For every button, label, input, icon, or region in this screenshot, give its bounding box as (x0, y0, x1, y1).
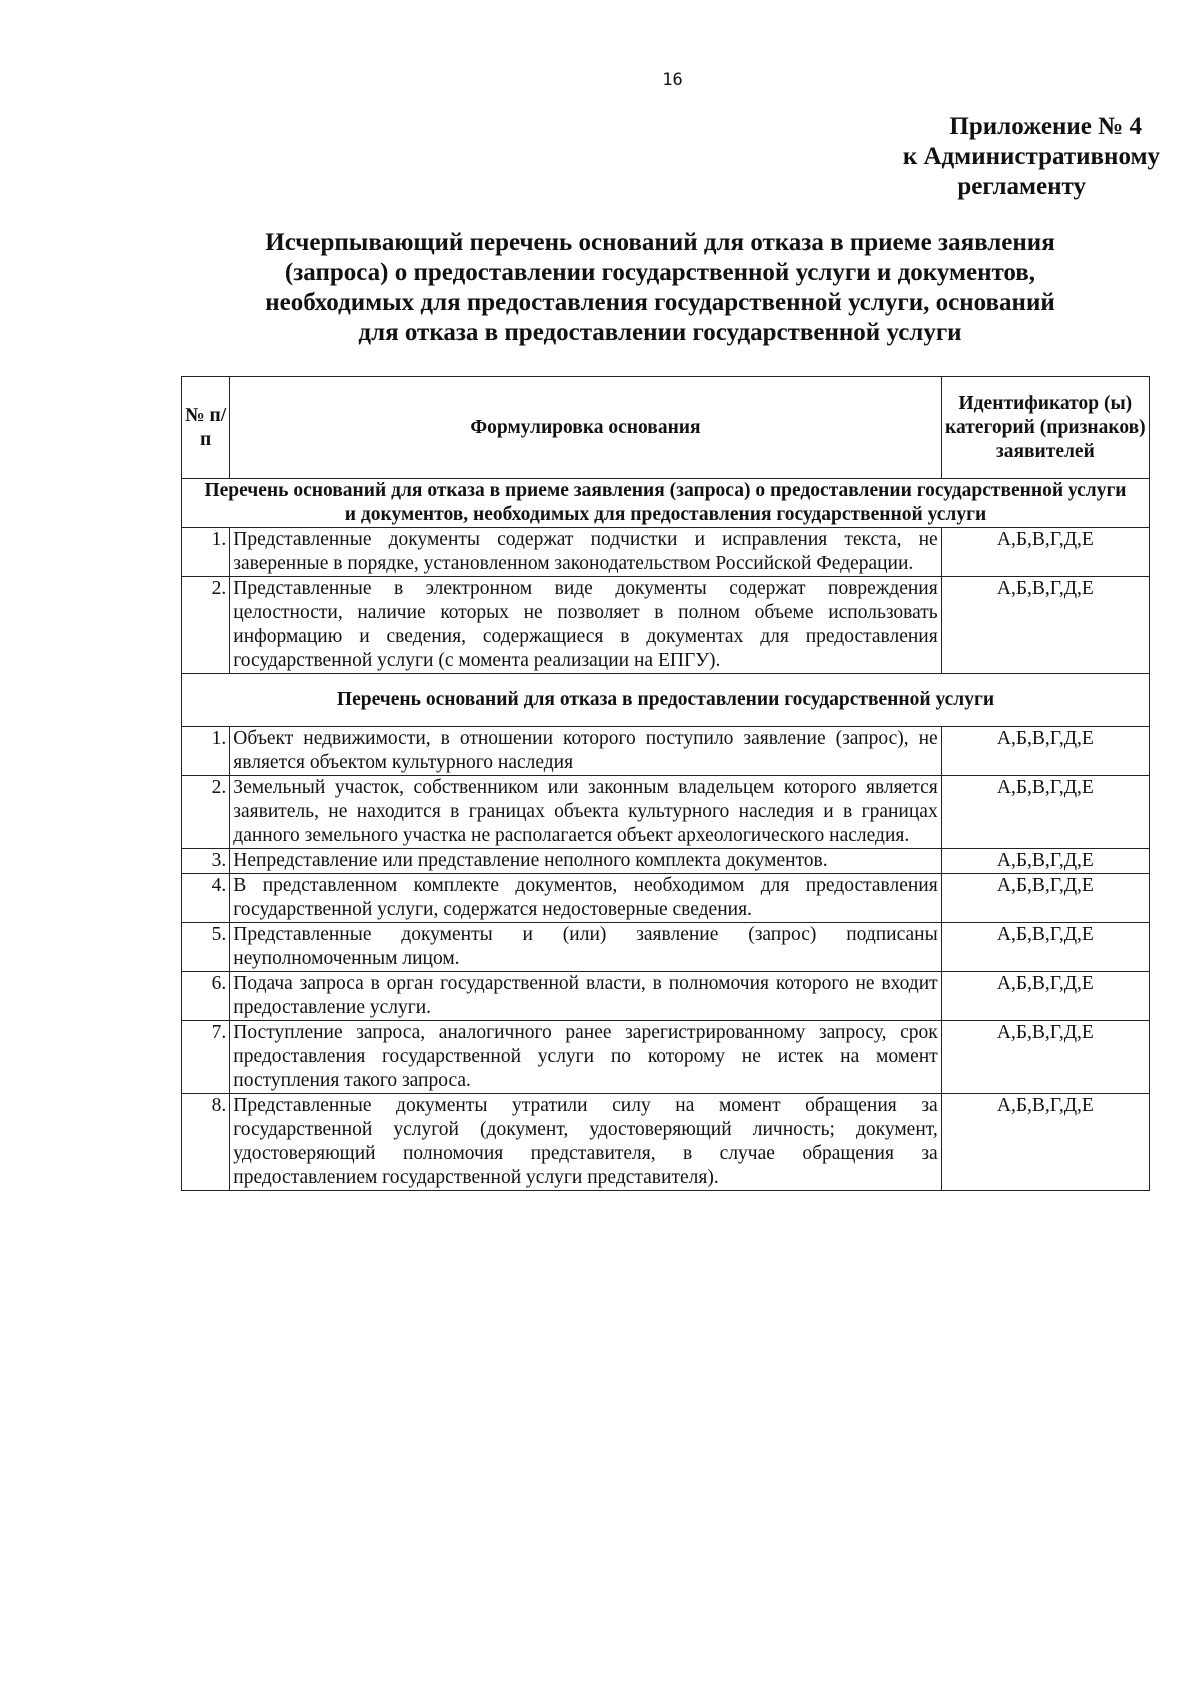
table-row (182, 972, 1150, 1021)
row-number: 1. (182, 528, 230, 577)
row-identifiers: А,Б,В,Г,Д,Е (941, 1094, 1149, 1191)
title-line: (запроса) о предоставлении государственной услуги и документов, (284, 259, 1036, 286)
section-row (182, 479, 1150, 528)
reasons-table (181, 376, 1150, 1191)
row-wording: Представленные документы содержат подчистки и исправления текста, не заверенные в порядке, установленном законодательством Российской Федерации. (230, 528, 941, 577)
header-wording: Формулировка основания (230, 377, 941, 479)
appendix-heading (700, 112, 1160, 202)
row-wording: Представленные документы утратили силу на момент обращения за государственной услугой (документ, удостоверяющий личность; документ, удостоверяющий полномочия представителя, в случае обращения за предоставлением государственной услуги представителя). (230, 1094, 941, 1191)
row-number: 3. (182, 849, 230, 874)
page-number: 16 (662, 70, 683, 90)
table-row (182, 727, 1150, 776)
row-number: 8. (182, 1094, 230, 1191)
row-wording: В представленном комплекте документов, необходимом для предоставления государственной услуги, содержатся недостоверные сведения. (230, 874, 941, 923)
row-number: 2. (182, 577, 230, 674)
appendix-line: регламенту (957, 173, 1086, 200)
row-identifiers: А,Б,В,Г,Д,Е (941, 874, 1149, 923)
table-row (182, 1021, 1150, 1094)
appendix-line: к Административному (902, 143, 1160, 170)
header-identifiers: Идентификатор (ы) категорий (признаков) заявителей (941, 377, 1149, 479)
row-number: 7. (182, 1021, 230, 1094)
header-number: № п/п (182, 377, 230, 479)
table-row (182, 776, 1150, 849)
row-wording: Подача запроса в орган государственной власти, в полномочия которого не входит предоставление услуги. (230, 972, 941, 1021)
row-identifiers: А,Б,В,Г,Д,Е (941, 1021, 1149, 1094)
table-row (182, 849, 1150, 874)
title-line: для отказа в предоставлении государственной услуги (358, 319, 962, 346)
row-identifiers: А,Б,В,Г,Д,Е (941, 776, 1149, 849)
table-header-row (182, 377, 1150, 479)
section-title: Перечень оснований для отказа в предоставлении государственной услуги (182, 674, 1150, 727)
title-line: Исчерпывающий перечень оснований для отказа в приеме заявления (265, 229, 1055, 256)
row-wording: Непредставление или представление неполного комплекта документов. (230, 849, 941, 874)
table-row (182, 528, 1150, 577)
row-identifiers: А,Б,В,Г,Д,Е (941, 577, 1149, 674)
document-title (180, 228, 1140, 348)
table-row (182, 577, 1150, 674)
row-number: 6. (182, 972, 230, 1021)
table-row (182, 923, 1150, 972)
row-number: 5. (182, 923, 230, 972)
section-row (182, 674, 1150, 727)
row-number: 1. (182, 727, 230, 776)
table-row (182, 874, 1150, 923)
row-identifiers: А,Б,В,Г,Д,Е (941, 923, 1149, 972)
row-identifiers: А,Б,В,Г,Д,Е (941, 849, 1149, 874)
row-wording: Объект недвижимости, в отношении которого поступило заявление (запрос), не является объектом культурного наследия (230, 727, 941, 776)
row-wording: Земельный участок, собственником или законным владельцем которого является заявитель, не находится в границах объекта культурного наследия и в границах данного земельного участка не располагается объект археологического наследия. (230, 776, 941, 849)
table-row (182, 1094, 1150, 1191)
row-number: 2. (182, 776, 230, 849)
row-wording: Представленные документы и (или) заявление (запрос) подписаны неуполномоченным лицом. (230, 923, 941, 972)
row-identifiers: А,Б,В,Г,Д,Е (941, 972, 1149, 1021)
appendix-line: Приложение № 4 (949, 113, 1142, 140)
title-line: необходимых для предоставления государственной услуги, оснований (265, 289, 1055, 316)
row-number: 4. (182, 874, 230, 923)
row-wording: Поступление запроса, аналогичного ранее зарегистрированному запросу, срок предоставления государственной услуги по которому не истек на момент поступления такого запроса. (230, 1021, 941, 1094)
row-wording: Представленные в электронном виде документы содержат повреждения целостности, наличие которых не позволяет в полном объеме использовать информацию и сведения, содержащиеся в документах для предоставления государственной услуги (с момента реализации на ЕПГУ). (230, 577, 941, 674)
section-title: Перечень оснований для отказа в приеме заявления (запроса) о предоставлении государственной услуги и документов, необходимых для предоставления государственной услуги (182, 479, 1150, 528)
row-identifiers: А,Б,В,Г,Д,Е (941, 528, 1149, 577)
row-identifiers: А,Б,В,Г,Д,Е (941, 727, 1149, 776)
